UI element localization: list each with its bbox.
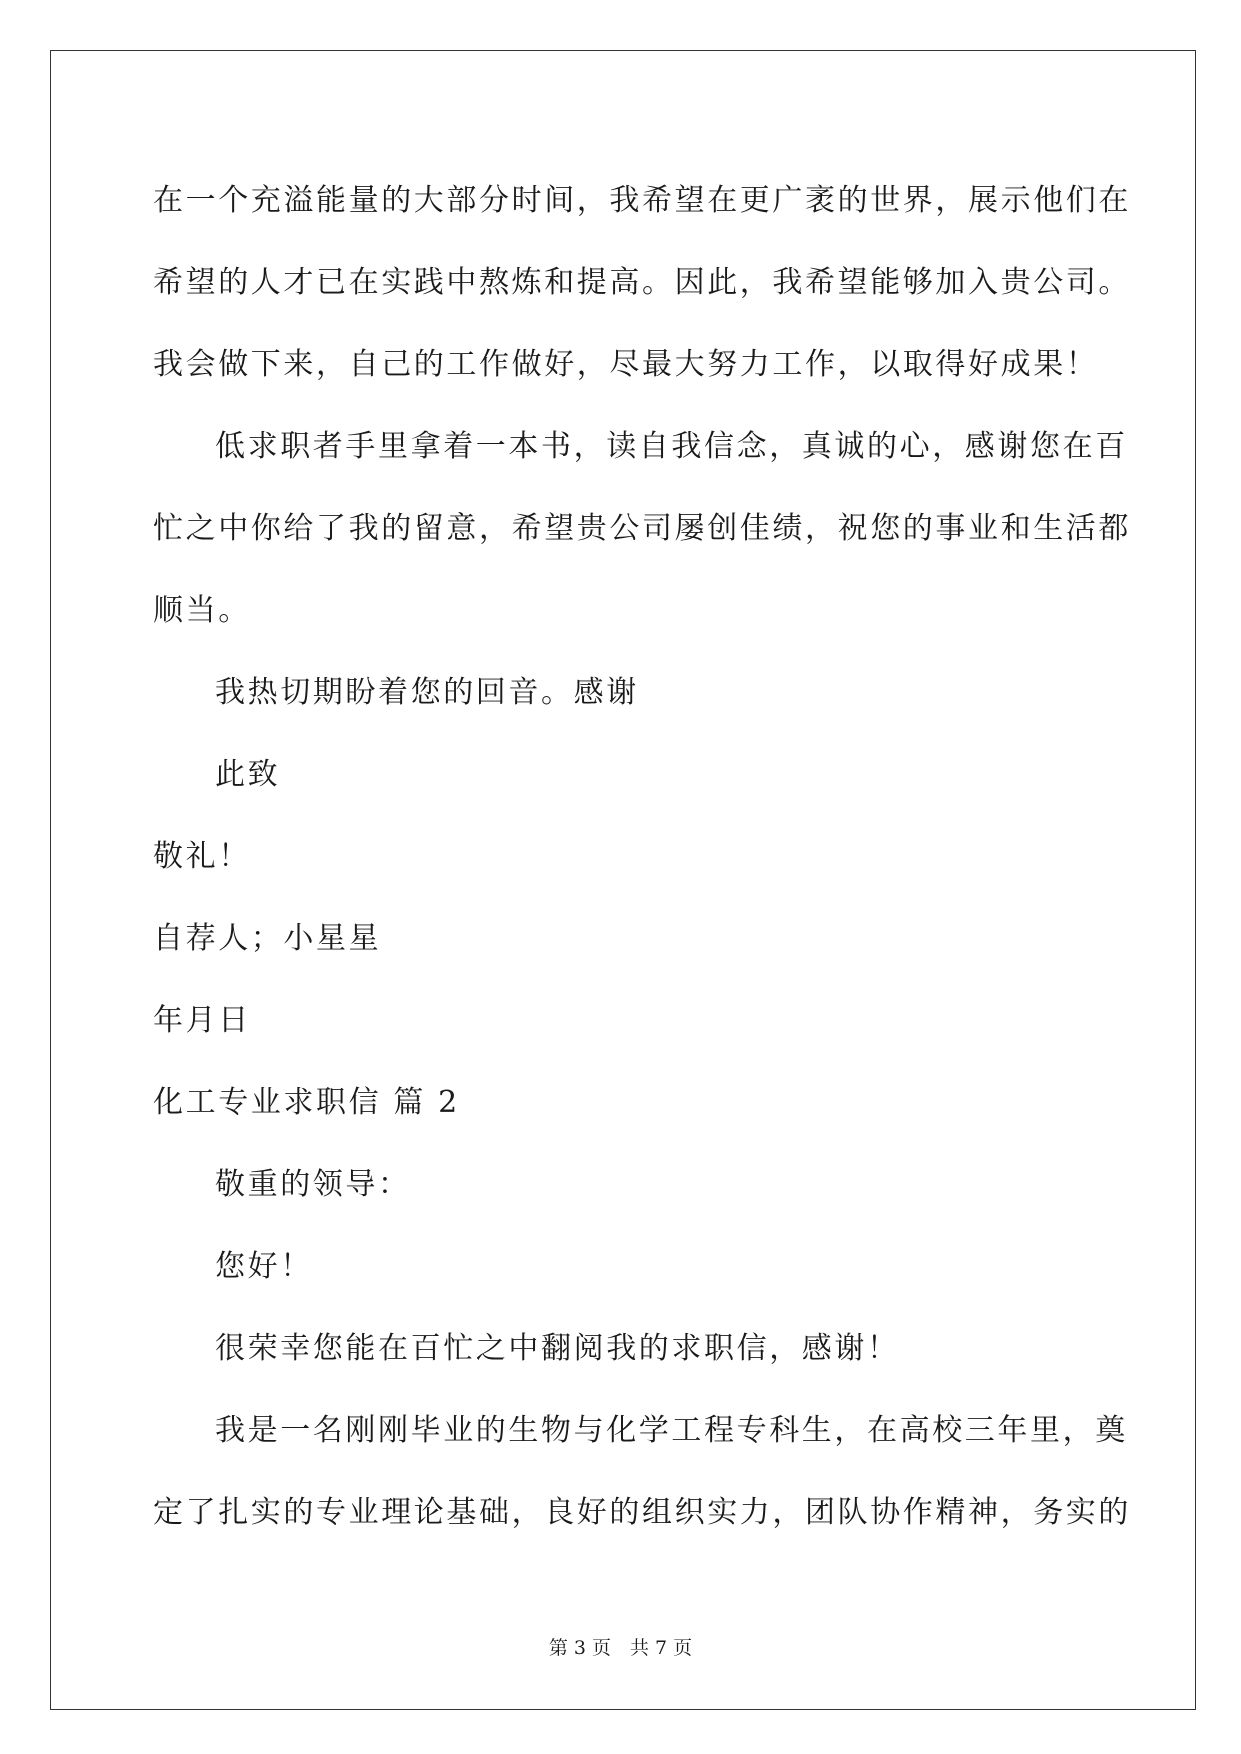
text-line: 我热切期盼着您的回音。感谢 — [215, 675, 639, 710]
text-line: 希望的人才已在实践中熬炼和提高。因此，我希望能够加入贵公司。 — [153, 265, 1131, 300]
text-line: 此致 — [215, 757, 281, 792]
text-line: 很荣幸您能在百忙之中翻阅我的求职信，感谢！ — [215, 1331, 900, 1366]
document-body — [153, 160, 1131, 1554]
text-line: 忙之中你给了我的留意，希望贵公司屡创佳绩，祝您的事业和生活都 — [153, 511, 1131, 546]
text-line: 年月日 — [153, 1003, 251, 1038]
page-number: 第 3 页 共 7 页 — [548, 1637, 693, 1659]
text-line: 我是一名刚刚毕业的生物与化学工程专科生，在高校三年里，奠 — [215, 1413, 1128, 1448]
text-line: 敬重的领导： — [215, 1167, 411, 1202]
text-line: 低求职者手里拿着一本书，读自我信念，真诚的心，感谢您在百 — [215, 429, 1128, 464]
text-line: 我会做下来，自己的工作做好，尽最大努力工作，以取得好成果！ — [153, 347, 1099, 382]
text-line: 自荐人；小星星 — [153, 921, 382, 956]
text-line: 顺当。 — [153, 593, 251, 628]
text-line: 您好！ — [215, 1249, 313, 1284]
text-line: 敬礼！ — [153, 839, 251, 874]
section-heading: 化工专业求职信 篇 2 — [153, 1085, 460, 1120]
text-line: 定了扎实的专业理论基础，良好的组织实力，团队协作精神，务实的 — [153, 1495, 1131, 1530]
text-line: 在一个充溢能量的大部分时间，我希望在更广袤的世界，展示他们在 — [153, 183, 1131, 218]
